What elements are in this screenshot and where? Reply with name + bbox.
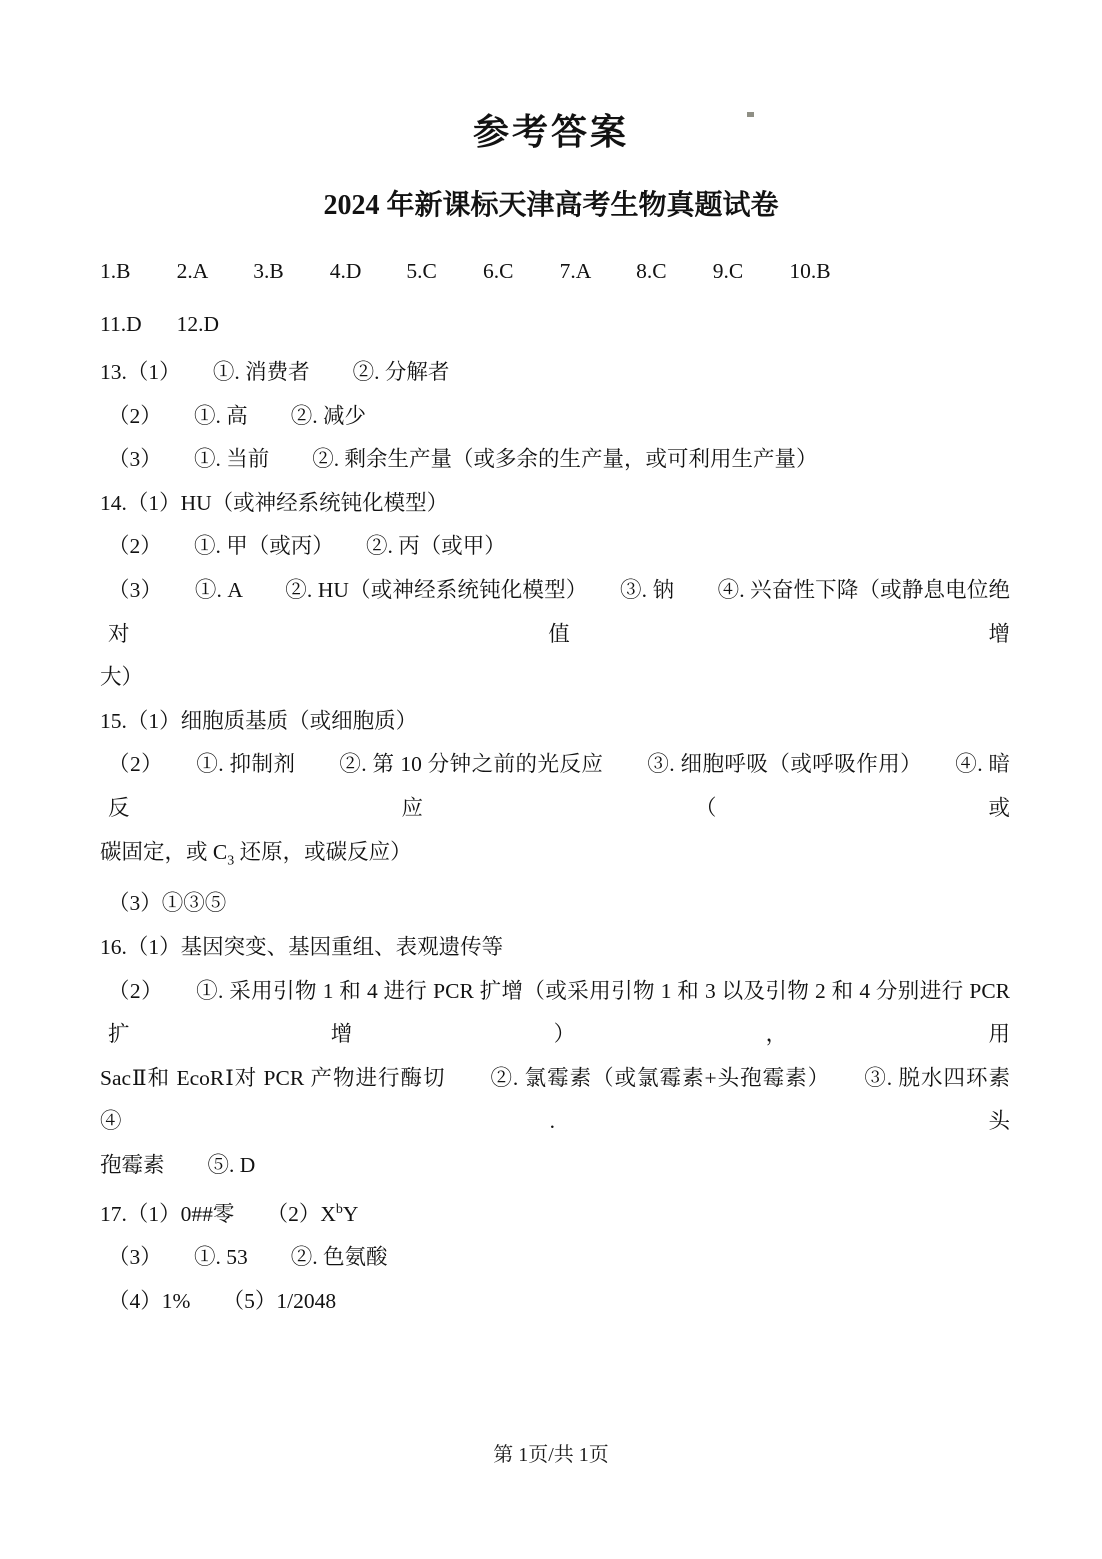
answer-line-16-1: 16.（1）基因突变、基因重组、表观遗传等 xyxy=(100,935,504,960)
answer-line-16-2a: （2） ①. 采用引物 1 和 4 进行 PCR 扩增（或采用引物 1 和 3 以及引物 2 和 4 分别进行 PCR 扩增），用 xyxy=(108,978,1016,1047)
answer-line-16-2b: SacⅡ和 EcoRⅠ对 PCR 产物进行酶切 ②. 氯霉素（或氯霉素+头孢霉素） ③. 脱水四环素 ④. 头 xyxy=(100,1065,1054,1134)
page-footer: 第 1页/共 1页 xyxy=(493,1444,609,1466)
choice-answer-9: 9.C xyxy=(712,259,744,283)
superscript-b: b xyxy=(335,1201,343,1217)
choice-answer-2: 2.A xyxy=(176,259,209,283)
answer-line-14-3a: （3） ①. A ②. HU（或神经系统钝化模型） ③. 钠 ④. 兴奋性下降（或静息电位绝对值增 xyxy=(108,577,1010,646)
choice-answer-6: 6.C xyxy=(482,259,514,283)
choice-answer-7: 7.A xyxy=(559,259,592,283)
answer-line-14-3b: 大） xyxy=(100,665,144,690)
choice-answer-1: 1.B xyxy=(100,259,131,283)
answer-line-15-1: 15.（1）细胞质基质（或细胞质） xyxy=(100,708,418,733)
answer-line-15-2b xyxy=(100,831,1010,883)
answer-line-13-3: （3） ①. 当前 ②. 剩余生产量（或多余的生产量，或可利用生产量） xyxy=(108,447,818,472)
answer-line-14-2: （2） ①. 甲（或丙） ②. 丙（或甲） xyxy=(108,534,506,559)
exam-title: 2024 年新课标天津高考生物真题试卷 xyxy=(323,190,779,221)
answer-line-13-2: （2） ①. 高 ②. 减少 xyxy=(108,403,367,428)
answer-line-14-1: 14.（1）HU（或神经系统钝化模型） xyxy=(100,490,449,515)
answer-line-17-1 xyxy=(100,1188,1010,1237)
answer-line-17-2: （3） ①. 53 ②. 色氨酸 xyxy=(108,1245,388,1270)
choice-answer-12: 12.D xyxy=(176,312,219,336)
answer-line-16-2c: 孢霉素 ⑤. D xyxy=(100,1152,256,1177)
answer-line-15-3: （3）①③⑤ xyxy=(108,891,227,916)
answer-line-17-3: （4）1% （5）1/2048 xyxy=(108,1288,337,1313)
choice-answer-11: 11.D xyxy=(100,312,142,336)
choice-answer-10: 10.B xyxy=(789,259,831,283)
stray-mark xyxy=(747,112,754,117)
answer-line-17-1-pre: 17.（1）0##零 （2）X xyxy=(100,1201,336,1226)
subscript-3: 3 xyxy=(227,852,235,868)
choice-answer-3: 3.B xyxy=(253,259,284,283)
answer-line-15-2b-pre: 碳固定，或 C xyxy=(100,839,228,864)
choice-answers-row-2 xyxy=(100,312,1102,337)
answer-line-15-2b-post: 还原，或碳反应） xyxy=(234,839,412,864)
answer-line-13-1: 13.（1） ①. 消费者 ②. 分解者 xyxy=(100,360,450,384)
page-title: 参考答案 xyxy=(472,112,629,152)
answer-line-17-1-post: Y xyxy=(342,1201,359,1226)
choice-answer-4: 4.D xyxy=(329,259,362,283)
answer-line-15-2a: （2） ①. 抑制剂 ②. 第 10 分钟之前的光反应 ③. 细胞呼吸（或呼吸作用） ④. 暗反应（或 xyxy=(108,752,1010,820)
answer-body xyxy=(100,351,1054,1324)
choice-answer-8: 8.C xyxy=(636,259,667,283)
choice-answers-row-1 xyxy=(100,259,1102,284)
choice-answer-5: 5.C xyxy=(406,259,437,283)
